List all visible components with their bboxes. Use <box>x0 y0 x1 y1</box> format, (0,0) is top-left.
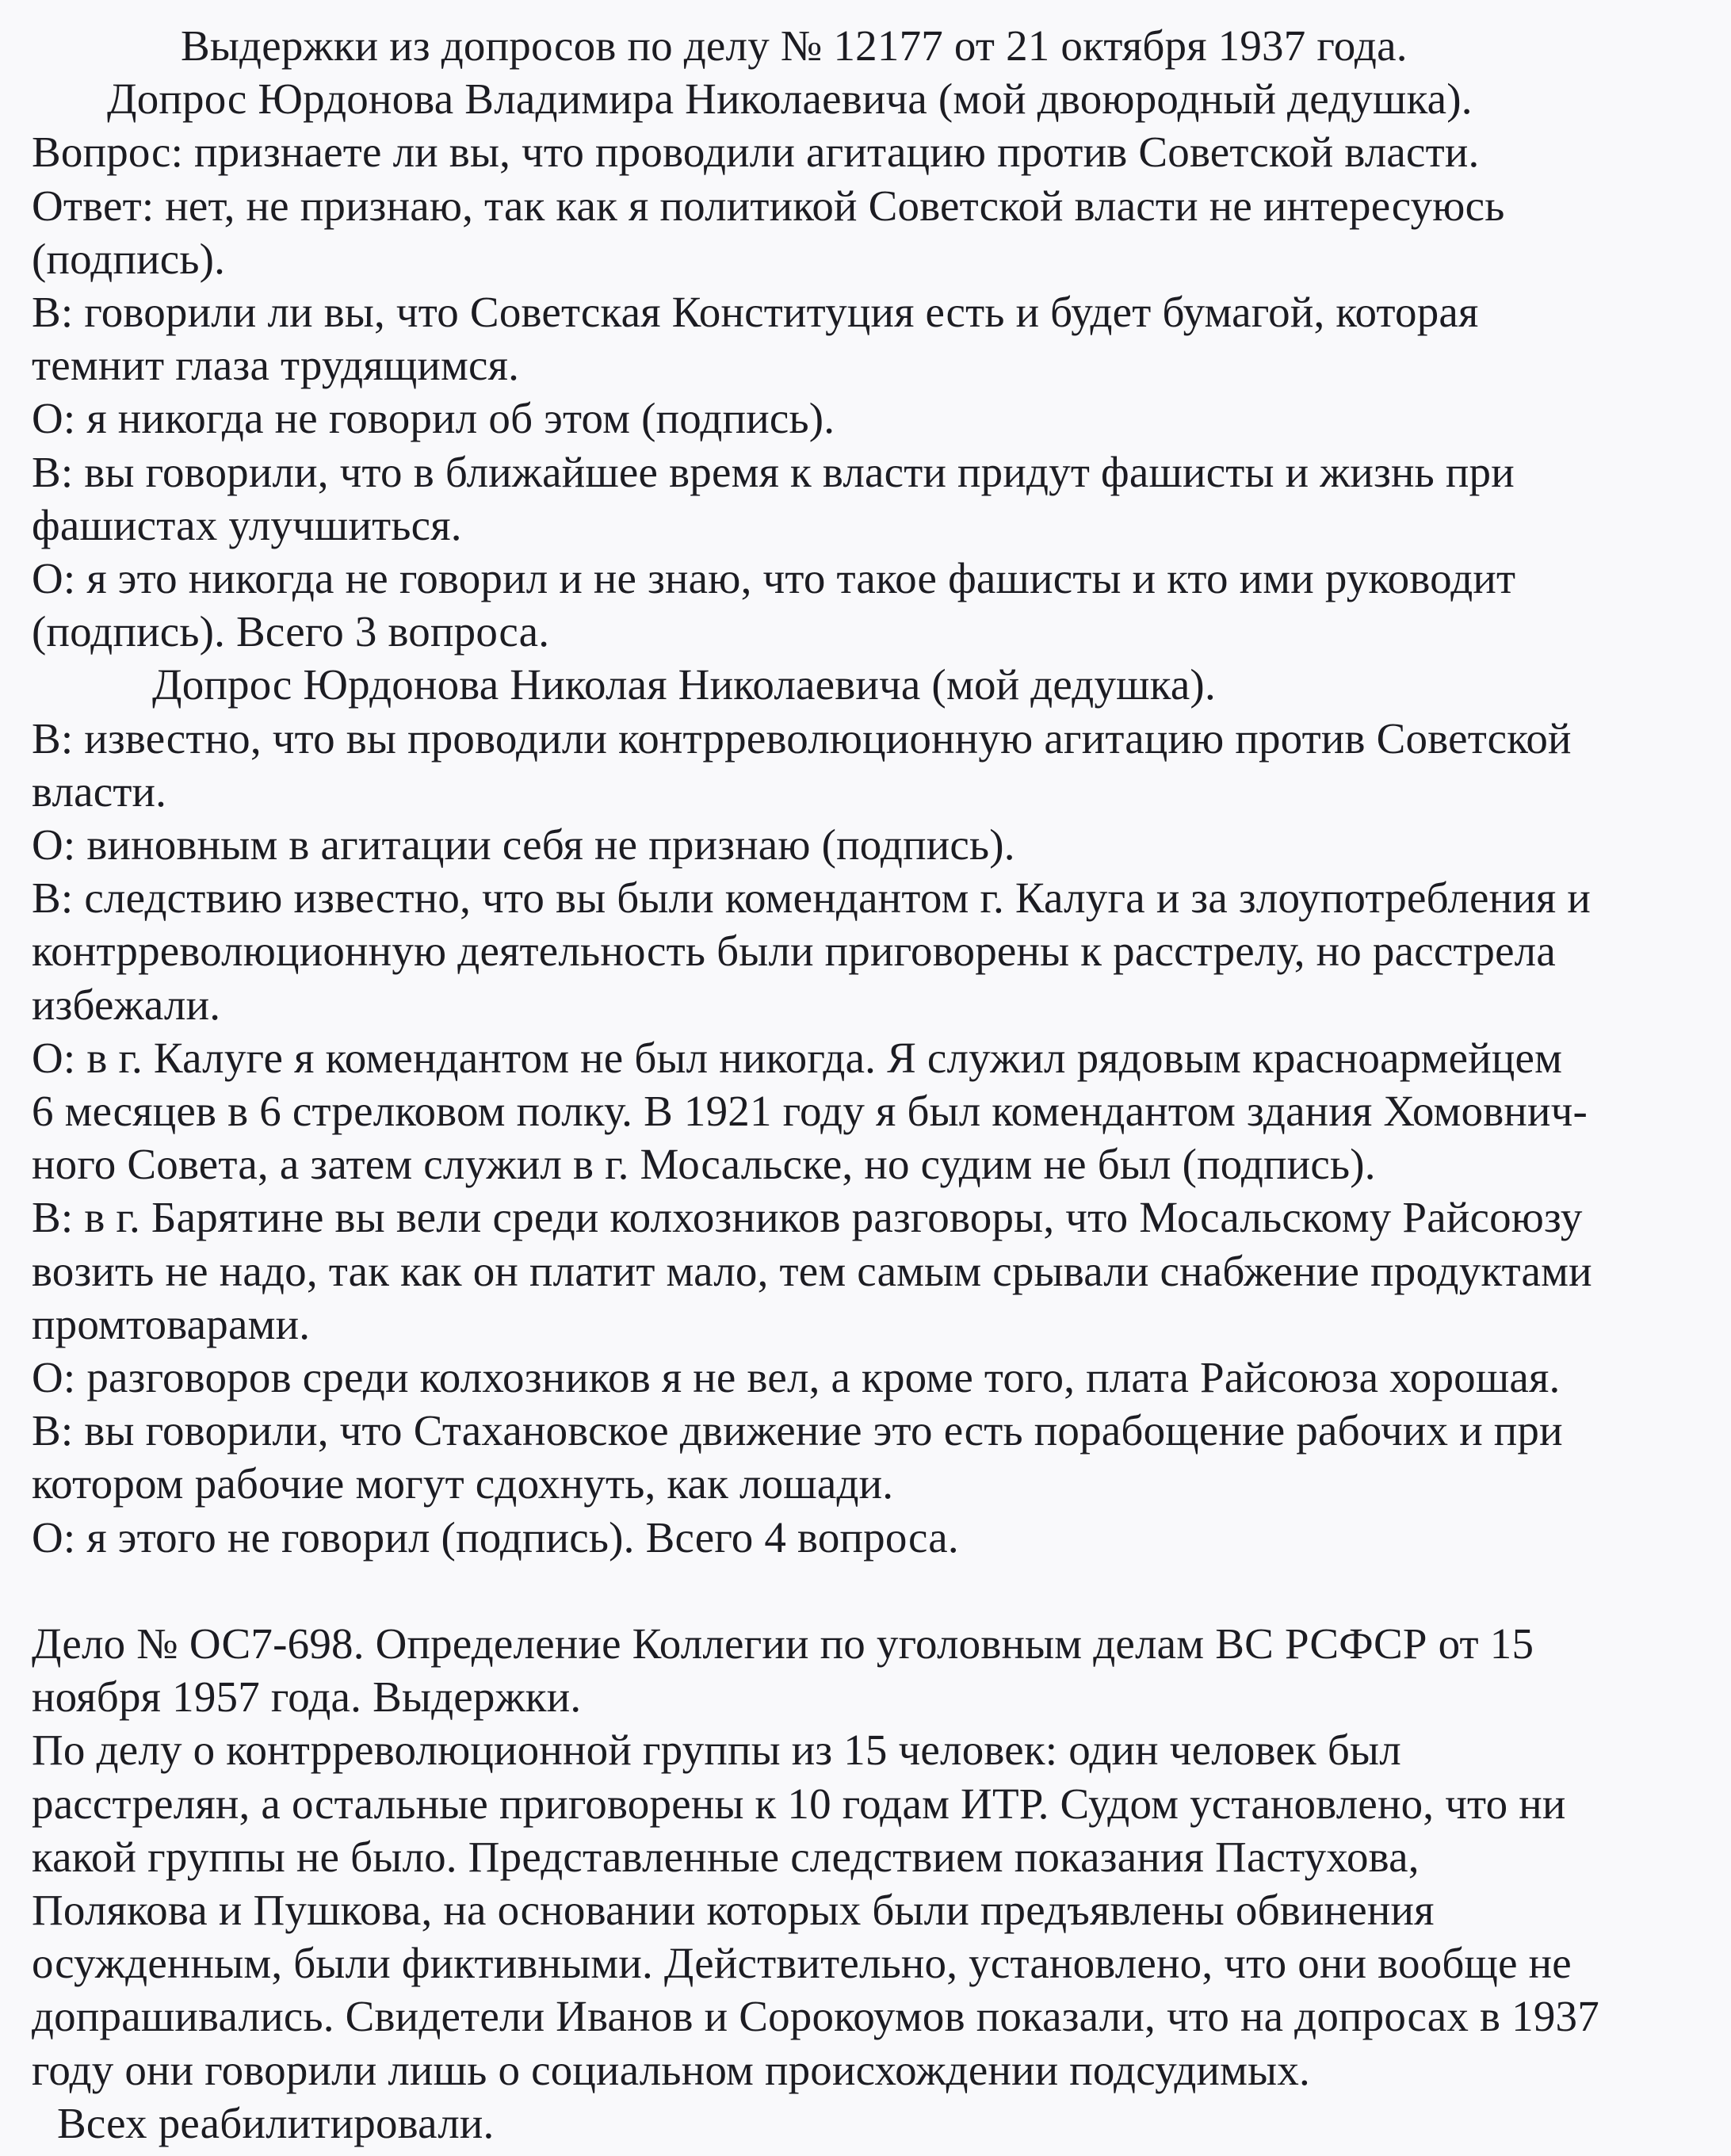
text-line: В: вы говорили, что в ближайшее время к власти придут фашисты и жизнь при <box>32 447 1515 496</box>
text-line: О: я никогда не говорил об этом (подпись). <box>32 394 835 443</box>
text-line: допрашивались. Свидетели Иванов и Сорокоумов показали, что на допросах в 1937 <box>32 1992 1599 2041</box>
text-line: Вопрос: признаете ли вы, что проводили агитацию против Советской власти. <box>32 128 1480 177</box>
text-line: темнит глаза трудящимся. <box>32 341 520 390</box>
text-line: ноября 1957 года. Выдержки. <box>32 1672 582 1722</box>
text-line: промтоварами. <box>32 1299 311 1348</box>
text-line: расстрелян, а остальные приговорены к 10 годам ИТР. Судом установлено, что ни <box>32 1779 1566 1828</box>
text-line: В: вы говорили, что Стахановское движение это есть порабощение рабочих и при <box>32 1406 1563 1455</box>
section-heading: Допрос Юрдонова Владимира Николаевича (мой двоюродный дедушка). <box>107 75 1473 124</box>
text-line: По делу о контрреволюционной группы из 15 человек: один человек был <box>32 1726 1401 1775</box>
text-line: избежали. <box>32 980 221 1029</box>
text-line: О: я это никогда не говорил и не знаю, что такое фашисты и кто ими руководит <box>32 554 1516 602</box>
text-line: Ответ: нет, не признаю, так как я политикой Советской власти не интересуюсь <box>32 181 1505 230</box>
text-line: Дело № ОС7-698. Определение Коллегии по уголовным делам ВС РСФСР от 15 <box>32 1619 1534 1668</box>
text-line: О: разговоров среди колхозников я не вел, а кроме того, плата Райсоюза хорошая. <box>32 1353 1561 1401</box>
text-line: осужденным, были фиктивными. Действительно, установлено, что они вообще не <box>32 1939 1572 1988</box>
text-line: котором рабочие могут сдохнуть, как лошади. <box>32 1459 894 1508</box>
document-title: Выдержки из допросов по делу № 12177 от 21 октября 1937 года. <box>181 21 1408 70</box>
text-line: власти. <box>32 766 167 816</box>
text-line: О: в г. Калуге я комендантом не был никогда. Я служил рядовым красноармейцем <box>32 1033 1563 1082</box>
text-line: (подпись). Всего 3 вопроса. <box>32 607 550 656</box>
text-line: какой группы не было. Представленные следствием показания Пастухова, <box>32 1832 1420 1881</box>
text-line: О: виновным в агитации себя не признаю (подпись). <box>32 820 1015 869</box>
text-line: возить не надо, так как он платит мало, тем самым срывали снабжение продуктами <box>32 1246 1592 1295</box>
text-line: В: следствию известно, что вы были комендантом г. Калуга и за злоупотребления и <box>32 873 1592 923</box>
text-line: О: я этого не говорил (подпись). Всего 4 вопроса. <box>32 1512 959 1562</box>
section-heading: Допрос Юрдонова Николая Николаевича (мой дедушка). <box>152 660 1216 709</box>
text-line: году они говорили лишь о социальном происхождении подсудимых. <box>32 2045 1310 2094</box>
text-line: Полякова и Пушкова, на основании которых были предъявлены обвинения <box>32 1886 1435 1934</box>
text-line: фашистах улучшиться. <box>32 500 462 549</box>
text-line: 6 месяцев в 6 стрелковом полку. В 1921 году я был комендантом здания Хомовнич- <box>32 1087 1588 1135</box>
text-line: В: в г. Барятине вы вели среди колхозников разговоры, что Мосальскому Райсоюзу <box>32 1193 1583 1242</box>
text-line: контрреволюционную деятельность были приговорены к расстрелу, но расстрела <box>32 927 1556 976</box>
text-line: Всех реабилитировали. <box>57 2098 495 2147</box>
text-line: ного Совета, а затем служил в г. Мосальске, но судим не был (подпись). <box>32 1140 1376 1189</box>
text-line: (подпись). <box>32 234 226 283</box>
text-line: В: известно, что вы проводили контрреволюционную агитацию против Советской <box>32 713 1572 763</box>
text-line: В: говорили ли вы, что Советская Конституция есть и будет бумагой, которая <box>32 288 1479 336</box>
